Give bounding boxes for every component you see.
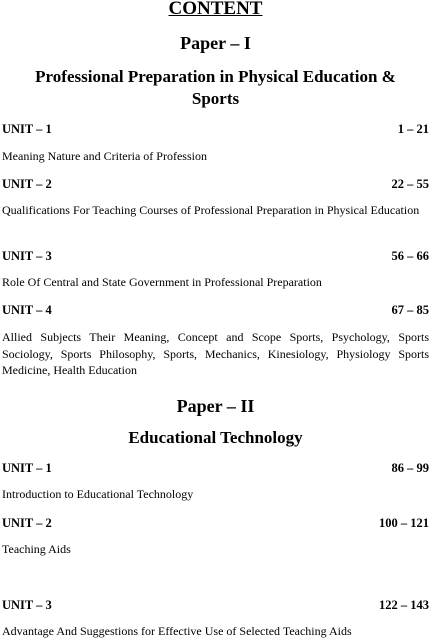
paper-1-unit-1-row bbox=[2, 121, 429, 137]
paper-2-unit-1-description: Introduction to Educational Technology bbox=[2, 487, 194, 501]
paper-1-unit-4-row bbox=[2, 302, 429, 318]
unit-label: UNIT – 2 bbox=[2, 516, 52, 530]
paper-2-unit-2-row bbox=[2, 515, 429, 531]
unit-pages: 1 – 21 bbox=[397, 122, 429, 136]
unit-pages: 122 – 143 bbox=[379, 598, 429, 612]
unit-label: UNIT – 3 bbox=[2, 249, 52, 263]
unit-label: UNIT – 1 bbox=[2, 461, 52, 475]
contents-heading: CONTENT bbox=[168, 0, 263, 19]
unit-pages: 22 – 55 bbox=[391, 177, 429, 191]
paper-1-label: Paper – I bbox=[180, 33, 251, 53]
paper-1-unit-2-description: Qualifications For Teaching Courses of Professional Preparation in Physical Education bbox=[2, 203, 420, 217]
paper-2-unit-2-description: Teaching Aids bbox=[2, 542, 71, 556]
unit-label: UNIT – 3 bbox=[2, 598, 52, 612]
unit-label: UNIT – 1 bbox=[2, 122, 52, 136]
paper-2-title: Educational Technology bbox=[128, 428, 303, 447]
unit-label: UNIT – 2 bbox=[2, 177, 52, 191]
unit-pages: 56 – 66 bbox=[391, 249, 429, 263]
paper-2-label: Paper – II bbox=[176, 396, 255, 416]
unit-pages: 100 – 121 bbox=[379, 516, 429, 530]
unit-pages: 67 – 85 bbox=[391, 303, 429, 317]
paper-2-unit-3-description: Advantage And Suggestions for Effective Use of Selected Teaching Aids bbox=[2, 624, 352, 638]
unit-label: UNIT – 4 bbox=[2, 303, 52, 317]
paper-1-title: Professional Preparation in Physical Education & Sports bbox=[35, 67, 396, 108]
paper-1-unit-4-description: Allied Subjects Their Meaning, Concept and Scope Sports, Psychology, Sports Sociology, Sports Philosophy, Sports, Mechanics, Kinesiology, Physiology Sports Medicine, Health Education bbox=[2, 330, 429, 377]
paper-1-unit-2-row bbox=[2, 176, 429, 192]
paper-1-unit-3-description: Role Of Central and State Government in Professional Preparation bbox=[2, 275, 322, 289]
paper-2-unit-1-row bbox=[2, 460, 429, 476]
paper-2-unit-3-row bbox=[2, 597, 429, 613]
paper-1-unit-1-description: Meaning Nature and Criteria of Profession bbox=[2, 149, 207, 163]
unit-pages: 86 – 99 bbox=[391, 461, 429, 475]
paper-1-unit-3-row bbox=[2, 248, 429, 264]
